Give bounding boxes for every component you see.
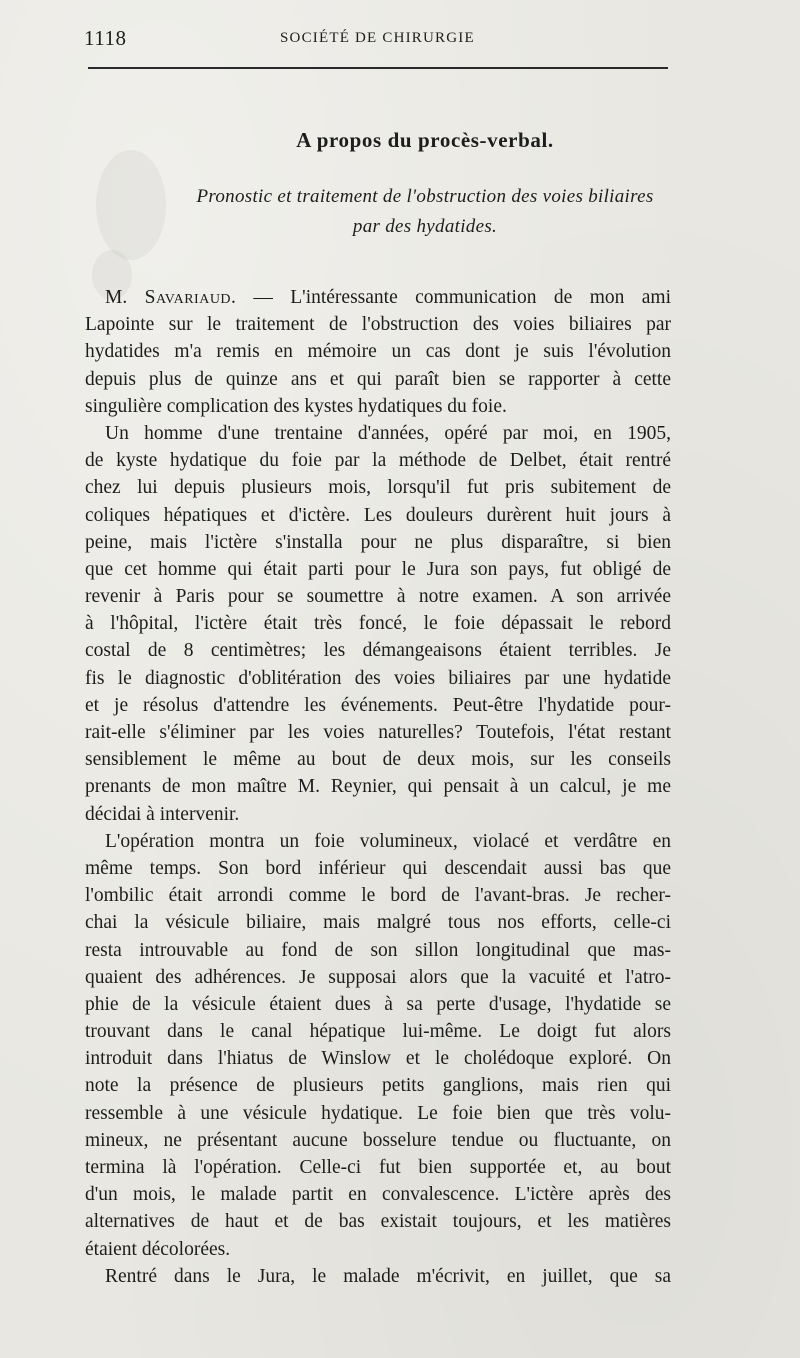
text-line: chez lui depuis plusieurs mois, lorsqu'il fut pris subitement de [85, 477, 671, 499]
text-line: ressemble à une vésicule hydatique. Le foie bien que très volu- [85, 1102, 671, 1124]
text-line: singulière complication des kystes hydatiques du foie. [85, 395, 507, 417]
text-line: Un homme d'une trentaine d'années, opéré par moi, en 1905, [105, 422, 671, 444]
text-line: à l'hôpital, l'ictère était très foncé, le foie dépassait le rebord [85, 613, 671, 635]
text-line: décidai à intervenir. [85, 803, 240, 825]
journal-name: SOCIÉTÉ DE CHIRURGIE [280, 30, 475, 46]
author-prefix: M. [105, 287, 145, 308]
text-line: mineux, ne présentant aucune bosselure tendue ou fluctuante, on [85, 1129, 671, 1151]
text-line: d'un mois, le malade partit en convalescence. L'ictère après des [85, 1184, 671, 1206]
text-line: que cet homme qui était parti pour le Jura son pays, fut obligé de [85, 558, 671, 580]
text-line: alternatives de haut et de bas existait toujours, et les matières [85, 1211, 671, 1233]
author-name: Savariaud [144, 287, 232, 308]
text-line: peine, mais l'ictère s'installa pour ne plus disparaître, si bien [85, 531, 671, 553]
text-line: de kyste hydatique du foie par la méthode de Delbet, était rentré [85, 450, 671, 472]
subtitle-line-1: Pronostic et traitement de l'obstruction des voies biliaires [196, 186, 654, 207]
text-line [85, 284, 671, 311]
text-line: sensiblement le même au bout de deux mois, sur les conseils [85, 749, 671, 771]
text-line: introduit dans l'hiatus de Winslow et le cholédoque exploré. On [85, 1048, 671, 1070]
text-line: l'ombilic était arrondi comme le bord de l'avant-bras. Je recher- [85, 885, 671, 907]
text-line: revenir à Paris pour se soumettre à notre examen. A son arrivée [85, 586, 671, 608]
text-line: étaient décolorées. [85, 1238, 231, 1260]
text-line: Lapointe sur le traitement de l'obstruction des voies biliaires par [85, 314, 671, 336]
text-line: chai la vésicule biliaire, mais malgré tous nos efforts, celle-ci [85, 912, 671, 934]
text-line: prenants de mon maître M. Reynier, qui pensait à un calcul, je me [85, 776, 671, 798]
text-line: rait-elle s'éliminer par les voies naturelles? Toutefois, l'état restant [85, 722, 671, 743]
text-line: L'opération montra un foie volumineux, violacé et verdâtre en [105, 830, 671, 852]
text-line: Rentré dans le Jura, le malade m'écrivit, en juillet, que sa [105, 1265, 671, 1287]
text-line: note la présence de plusieurs petits ganglions, mais rien qui [85, 1075, 671, 1097]
text-line: même temps. Son bord inférieur qui descendait aussi bas que [85, 857, 671, 879]
text-line: depuis plus de quinze ans et qui paraît bien se rapporter à cette [85, 368, 671, 390]
text-line: trouvant dans le canal hépatique lui-même. Le doigt fut alors [85, 1021, 671, 1043]
text-line: coliques hépatiques et d'ictère. Les douleurs durèrent huit jours à [85, 504, 671, 526]
running-head [84, 26, 668, 54]
text-fragment: L'intéressante communication de mon ami [290, 287, 671, 308]
subtitle-line-2: par des hydatides. [352, 216, 498, 237]
text-line: quaient des adhérences. Je supposai alors que la vacuité et l'atro- [85, 966, 671, 988]
author-dash: . — [231, 287, 291, 308]
text-line: et je résolus d'attendre les événements. Peut-être l'hydatide pour- [85, 694, 671, 716]
section-title: A propos du procès-verbal. [296, 128, 554, 152]
text-line: hydatides m'a remis en mémoire un cas dont je suis l'évolution [85, 341, 671, 363]
text-line: termina là l'opération. Celle-ci fut bien supportée et, au bout [85, 1157, 671, 1178]
page-number: 1118 [84, 26, 127, 50]
text-line: phie de la vésicule étaient dues à sa perte d'usage, l'hydatide se [85, 993, 671, 1015]
text-line: resta introuvable au fond de son sillon longitudinal que mas- [85, 939, 671, 961]
text-line: costal de 8 centimètres; les démangeaisons étaient terribles. Je [85, 640, 671, 662]
text-line: fis le diagnostic d'oblitération des voies biliaires par une hydatide [85, 667, 671, 689]
header-rule [88, 67, 668, 69]
article-body [85, 284, 671, 1290]
